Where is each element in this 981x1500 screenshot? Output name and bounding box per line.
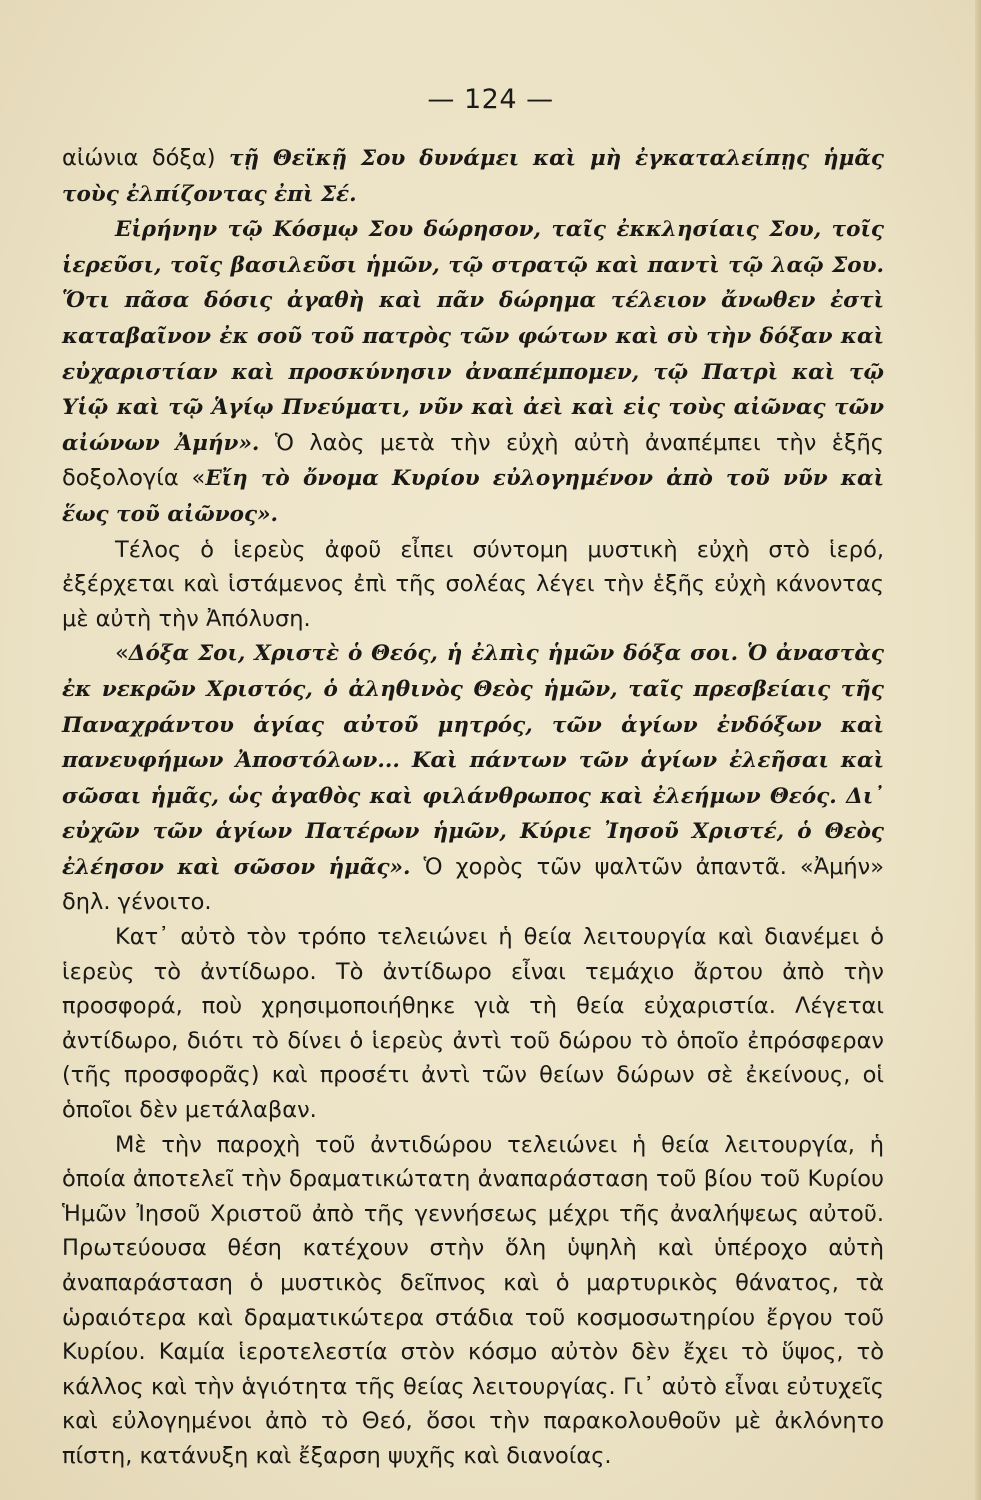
page-edge-shadow	[975, 0, 981, 1500]
liturgical-quote-run: Δόξα Σοι, Χριστὲ ὁ Θεός, ἡ ἐλπὶς ἡμῶν δόξα σοι. Ὁ ἀναστὰς ἐκ νεκρῶν Χριστός, ὁ ἀληθινὸς Θεὸς ἡμῶν, ταῖς πρεσβείαις τῆς Παναχράντου ἁγίας αὐτοῦ μητρός, τῶν ἁγίων ἐνδόξων καὶ πανευφήμων Ἀποστόλων... Καὶ πάντων τῶν ἁγίων ἐλεῆσαι καὶ σῶσαι ἡμᾶς, ὡς ἀγαθὸς καὶ φιλάνθρωπος καὶ ἐλεήμων Θεός. Δι᾽ εὐχῶν τῶν ἁγίων Πατέρων ἡμῶν, Κύριε Ἰησοῦ Χριστέ, ὁ Θεὸς ἐλέησον καὶ σῶσον ἡμᾶς».	[62, 641, 884, 880]
text-run: Ὁ χορὸς τῶν ψαλτῶν ἀπαντᾶ. «Ἀμήν» δηλ. γένοιτο.	[62, 853, 884, 916]
liturgical-quote-run: τῇ Θεϊκῇ Σου δυνάμει καὶ μὴ ἐγκαταλείπῃς ἡμᾶς τοὺς ἐλπίζοντας ἐπὶ Σέ.	[62, 146, 884, 207]
liturgical-quote-run: Εἰρήνην τῷ Κόσμῳ Σου δώρησον, ταῖς ἐκκλησίαις Σου, τοῖς ἱερεῦσι, τοῖς βασιλεῦσι ἡμῶν, τῷ στρατῷ καὶ παντὶ τῷ λαῷ Σου. Ὅτι πᾶσα δόσις ἀγαθὴ καὶ πᾶν δώρημα τέλειον ἄνωθεν ἐστὶ καταβαῖνον ἐκ σοῦ τοῦ πατρὸς τῶν φώτων καὶ σὺ τὴν δόξαν καὶ εὐχαριστίαν καὶ προσκύνησιν ἀναπέμπομεν, τῷ Πατρὶ καὶ τῷ Υἱῷ καὶ τῷ Ἁγίῳ Πνεύματι, νῦν καὶ ἀεὶ καὶ εἰς τοὺς αἰῶνας τῶν αἰώνων Ἀμήν».	[62, 217, 884, 456]
text-run: αἰώνια δόξα)	[62, 145, 230, 171]
paragraph	[62, 636, 884, 920]
paragraph	[62, 533, 884, 637]
text-run: Μὲ τὴν παροχὴ τοῦ ἀντιδώρου τελειώνει ἡ θεία λειτουργία, ἡ ὁποία ἀποτελεῖ τὴν δραματικώτατη ἀναπαράσταση τοῦ βίου τοῦ Κυρίου Ἡμῶν Ἰησοῦ Χριστοῦ ἀπὸ τῆς γεννήσεως μέχρι τῆς ἀναλήψεως αὐτοῦ. Πρωτεύουσα θέση κατέχουν στὴν ὅλη ὑψηλὴ καὶ ὑπέροχο αὐτὴ ἀναπαράσταση ὁ μυστικὸς δεῖπνος καὶ ὁ μαρτυρικὸς θάνατος, τὰ ὡραιότερα καὶ δραματικώτερα στάδια τοῦ κοσμοσωτηρίου ἔργου τοῦ Κυρίου. Καμία ἱεροτελεστία στὸν κόσμο αὐτὸν δὲν ἔχει τὸ ὕψος, τὸ κάλλος καὶ τὴν ἁγιότητα τῆς θείας λειτουργίας. Γι᾽ αὐτὸ εἶναι εὐτυχεῖς καὶ εὐλογημένοι ἀπὸ τὸ Θεό, ὅσοι τὴν παρακολουθοῦν μὲ ἀκλόνητο πίστη, κατάνυξη καὶ ἔξαρση ψυχῆς καὶ διανοίας.	[62, 1131, 884, 1469]
paragraph	[62, 141, 884, 212]
body-text	[62, 141, 884, 1474]
text-run: Τέλος ὁ ἱερεὺς ἀφοῦ εἶπει σύντομη μυστικὴ εὐχὴ στὸ ἱερό, ἐξέρχεται καὶ ἱστάμενος ἐπὶ τῆς σολέας λέγει τὴν ἑξῆς εὐχὴ κάνοντας μὲ αὐτὴ τὴν Ἀπόλυση.	[62, 536, 884, 632]
text-run: «	[115, 640, 129, 667]
paragraph	[62, 1128, 884, 1474]
liturgical-quote-run: Εἴη τὸ ὄνομα Κυρίου εὐλογημένον ἀπὸ τοῦ νῦν καὶ ἕως τοῦ αἰῶνος».	[62, 466, 884, 527]
text-run: Ὁ λαὸς μετὰ τὴν εὐχὴ αὐτὴ ἀναπέμπει τὴν ἑξῆς δοξολογία «	[62, 429, 884, 492]
text-run: Κατ᾽ αὐτὸ τὸν τρόπο τελειώνει ἡ θεία λειτουργία καὶ διανέμει ὁ ἱερεὺς τὸ ἀντίδωρο. Τὸ ἀντίδωρο εἶναι τεμάχιο ἄρτου ἀπὸ τὴν προσφορά, ποὺ χρησιμοποιήθηκε γιὰ τὴ θεία εὐχαριστία. Λέγεται ἀντίδωρο, διότι τὸ δίνει ὁ ἱερεὺς ἀντὶ τοῦ δώρου τὸ ὁποῖο ἐπρόσφεραν (τῆς προσφορᾶς) καὶ προσέτι ἀντὶ τῶν θείων δώρων σὲ ἐκείνους, οἱ ὁποῖοι δὲν μετάλαβαν.	[62, 924, 884, 1124]
paragraph	[62, 212, 884, 532]
page-number: — 124 —	[427, 84, 554, 115]
paragraph	[62, 920, 884, 1128]
